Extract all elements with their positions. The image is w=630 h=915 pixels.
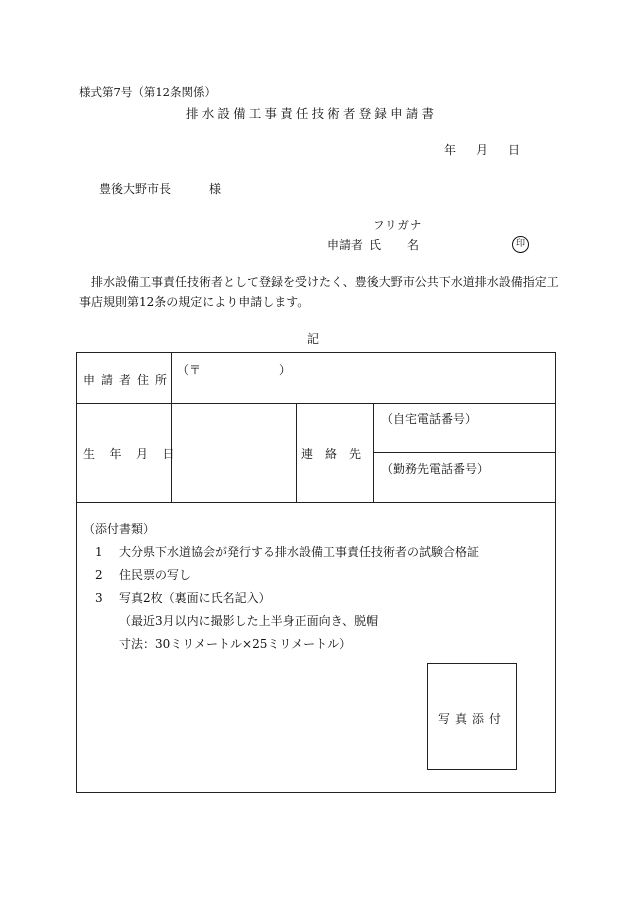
applicant-name-label: 氏名 <box>369 238 446 252</box>
form-number: 様式第7号（第12条関係） <box>79 85 216 99</box>
attachment-number: 1 <box>95 545 103 559</box>
photo-attach-box <box>427 663 517 770</box>
applicant-line <box>327 236 445 253</box>
seal-mark: 印 <box>512 236 529 253</box>
addressee-name: 豊後大野市長 <box>99 182 172 196</box>
postal-open: （〒 <box>177 363 202 377</box>
home-tel-label: （自宅電話番号） <box>381 412 478 426</box>
address-label: 申請者住所 <box>83 373 174 387</box>
contact-label: 連絡先 <box>301 447 374 461</box>
attachment-item <box>95 543 479 560</box>
address-field[interactable] <box>177 361 291 378</box>
postal-close: ） <box>279 363 292 377</box>
contact-column-divider <box>373 403 374 502</box>
ki-heading: 記 <box>307 332 320 346</box>
attachments-heading: （添付書類） <box>83 522 156 536</box>
row-divider-1 <box>77 403 555 404</box>
attachment-text: 大分県下水道協会が発行する排水設備工事責任技術者の試験合格証 <box>119 545 480 559</box>
photo-note-line2: 寸法：30ミリメートル×25ミリメートル） <box>119 637 352 651</box>
row-divider-2 <box>77 502 555 503</box>
photo-note-line1: （最近3月以内に撮影した上半身正面向き、脱帽 <box>119 614 379 628</box>
attachment-text: 写真2枚（裏面に氏名記入） <box>119 591 271 605</box>
application-statement: 排水設備工事責任技術者として登録を受けたく、豊後大野市公共下水道排水設備指定工事店規則第12条の規定により申請します。 <box>79 275 559 309</box>
attachment-number: 2 <box>95 568 103 582</box>
application-table <box>76 352 556 793</box>
date-line <box>444 141 520 158</box>
birth-label: 生年月日 <box>83 447 190 461</box>
photo-attach-label: 写真添付 <box>437 712 506 726</box>
addressee-honorific: 様 <box>209 182 222 196</box>
addressee <box>99 180 221 197</box>
birth-column-divider <box>296 403 297 502</box>
date-day: 日 <box>508 143 521 157</box>
attachment-number: 3 <box>95 591 103 605</box>
date-year: 年 <box>444 143 457 157</box>
applicant-role: 申請者 <box>327 238 364 252</box>
furigana-label: フリガナ <box>373 218 423 232</box>
document-title: 排水設備工事責任技術者登録申請書 <box>186 106 438 121</box>
contact-divider <box>373 452 555 453</box>
attachment-item <box>95 589 271 606</box>
attachment-item <box>95 566 191 583</box>
work-tel-label: （勤務先電話番号） <box>381 462 490 476</box>
date-month: 月 <box>476 143 489 157</box>
attachment-text: 住民票の写し <box>119 568 192 582</box>
